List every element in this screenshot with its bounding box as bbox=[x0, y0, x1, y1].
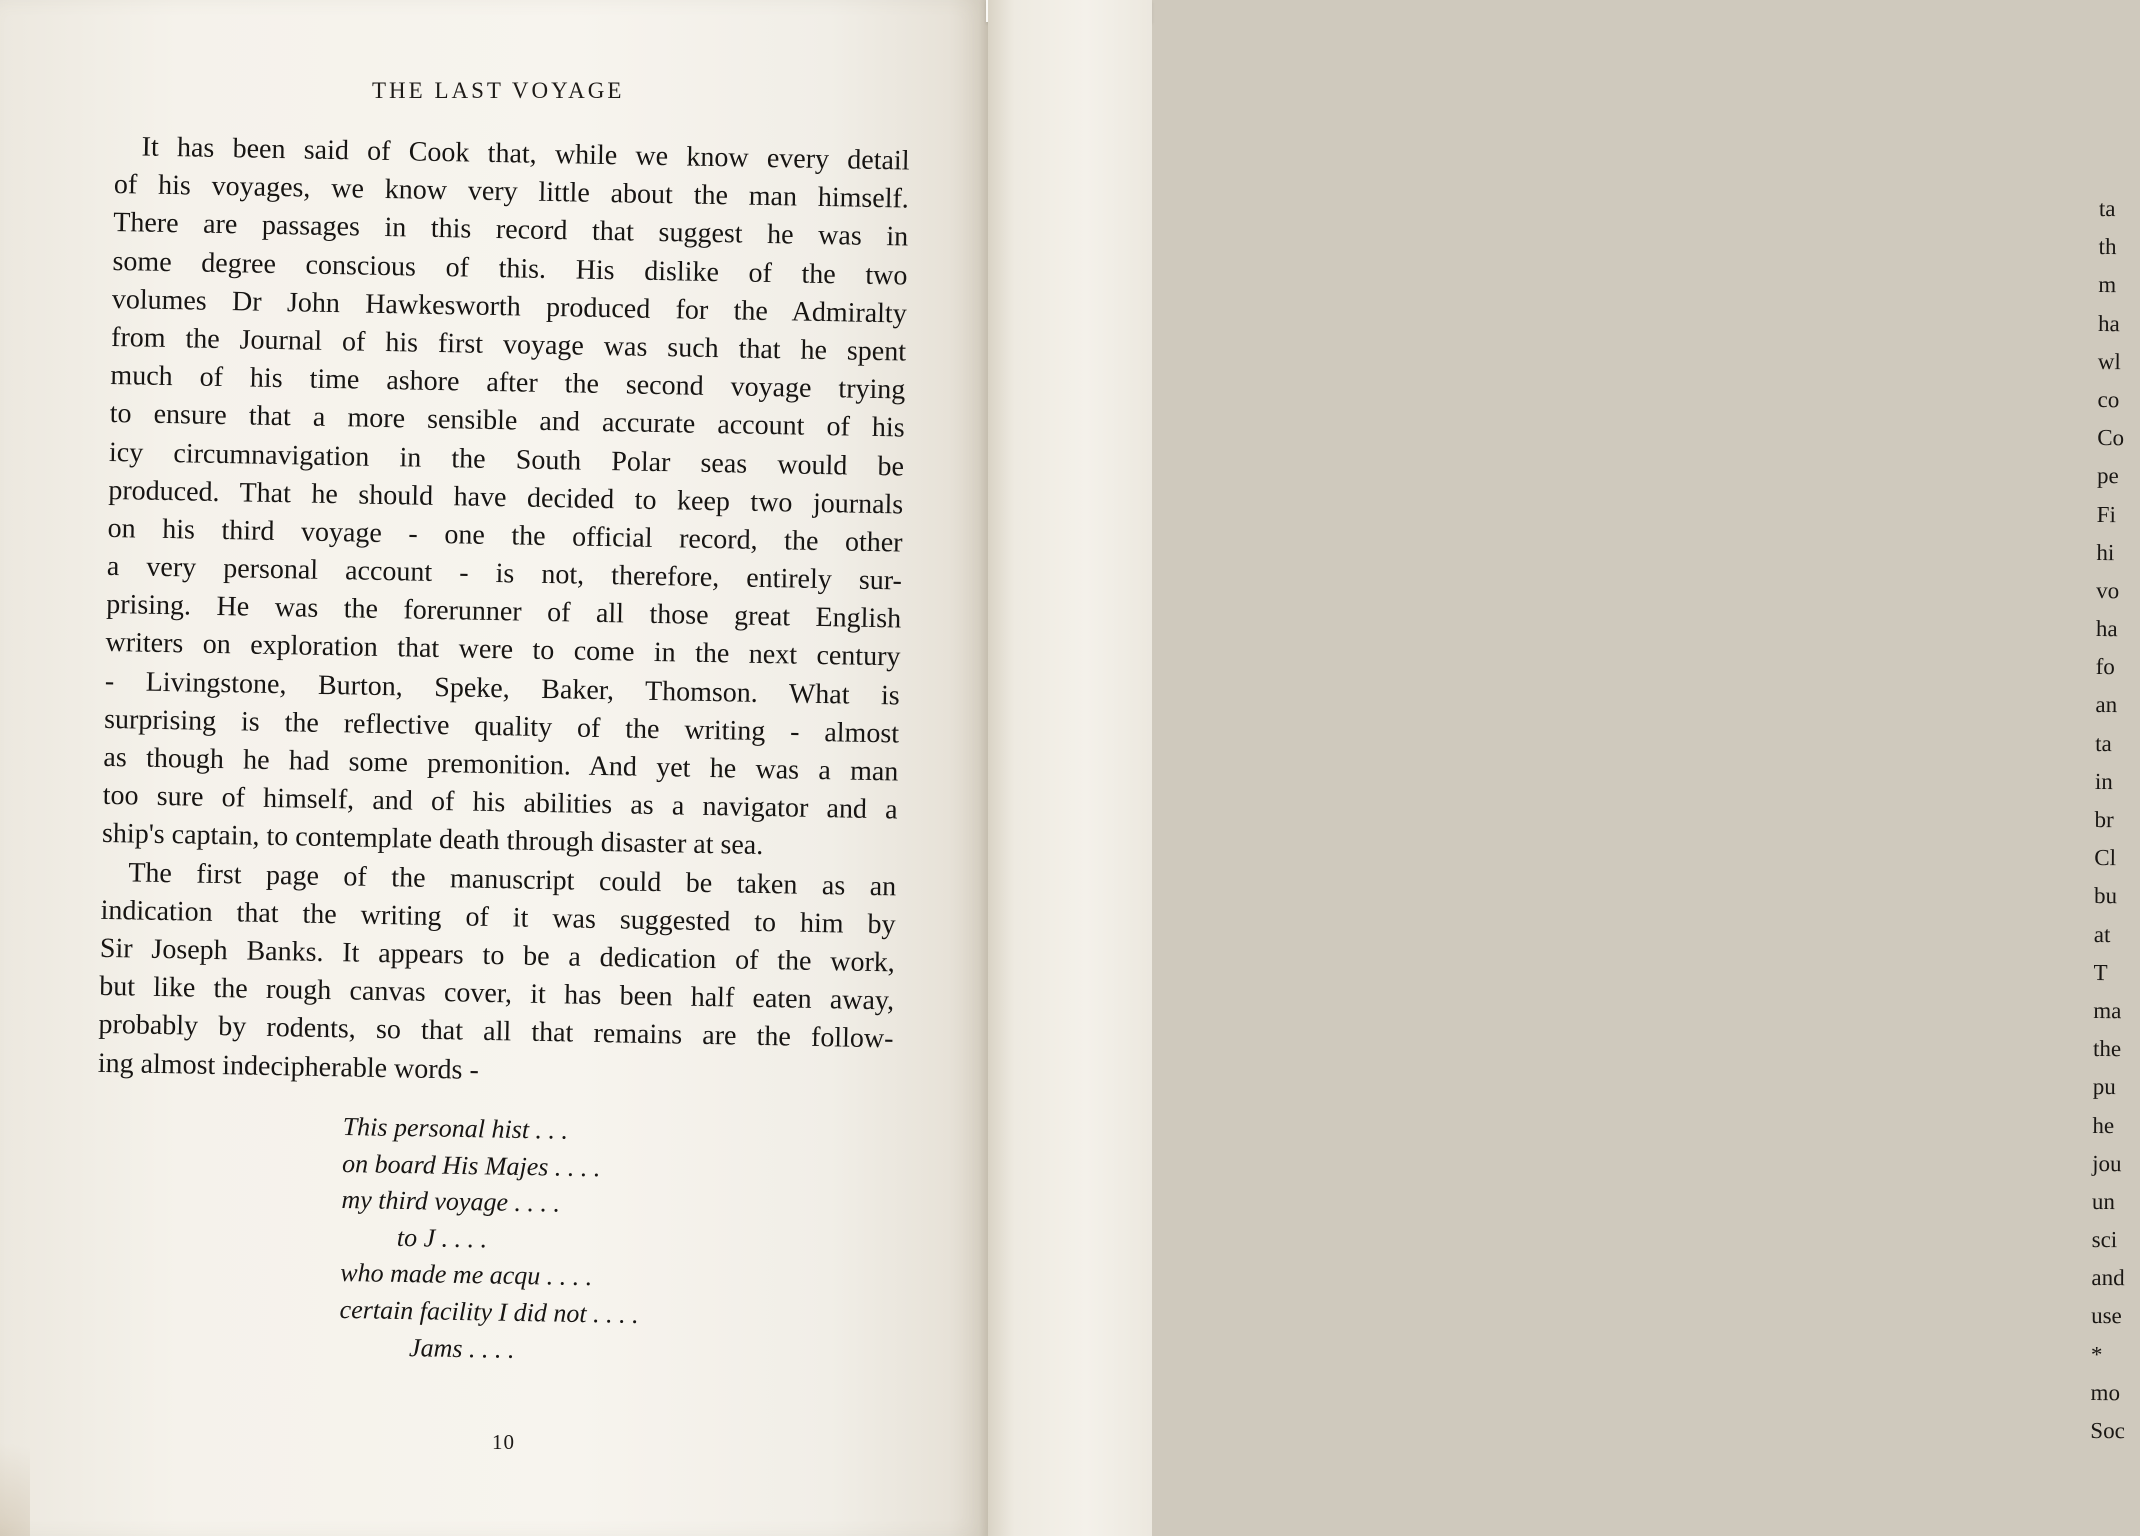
body-line: on his third voyage - one the official record, the other bbox=[107, 512, 903, 559]
body-line: as though he had some premonition. And yet he was a man bbox=[103, 741, 899, 788]
body-line: probably by rodents, so that all that remains are the follow- bbox=[98, 1009, 894, 1055]
right-fragment: an bbox=[2095, 692, 2118, 718]
right-fragment: ha bbox=[2097, 310, 2120, 336]
body-line: produced. That he should have decided to keep two journals bbox=[108, 474, 904, 521]
right-page-text-fragments bbox=[2090, 190, 2140, 1450]
right-fragment: pe bbox=[2096, 463, 2119, 489]
body-line: Sir Joseph Banks. It appears to be a dedication of the work, bbox=[99, 932, 896, 979]
running-head: THE LAST VOYAGE bbox=[372, 78, 625, 103]
body-line: much of his time ashore after the second voyage trying bbox=[110, 360, 906, 406]
dedication-line: to J . . . . bbox=[396, 1222, 488, 1254]
page-number: 10 bbox=[492, 1430, 515, 1454]
right-fragment: un bbox=[2091, 1188, 2116, 1215]
body-line: There are passages in this record that suggest he was in bbox=[112, 207, 909, 253]
dedication-line: my third voyage . . . . bbox=[341, 1185, 561, 1218]
page-shadow bbox=[0, 1406, 30, 1536]
right-fragment: Fi bbox=[2096, 501, 2117, 527]
dedication-line: This personal hist . . . bbox=[342, 1111, 569, 1145]
right-fragment: ta bbox=[2095, 730, 2112, 756]
body-line: writers on exploration that were to come in the next century bbox=[105, 627, 901, 673]
body-line: from the Journal of his first voyage was such that he spent bbox=[110, 321, 907, 368]
right-fragment: hi bbox=[2096, 539, 2115, 565]
body-line: The first page of the manuscript could be taken as an bbox=[128, 856, 897, 903]
body-line: ship's captain, to contemplate death through disaster at sea. bbox=[101, 818, 764, 862]
right-fragment: pu bbox=[2092, 1074, 2116, 1100]
right-fragment: sci bbox=[2091, 1227, 2118, 1253]
right-fragment: wl bbox=[2097, 348, 2121, 374]
right-fragment: fo bbox=[2095, 654, 2115, 680]
body-line: a very personal account - is not, therefore, entirely sur- bbox=[106, 550, 903, 597]
right-fragment: ma bbox=[2093, 997, 2122, 1024]
right-fragment: ta bbox=[2098, 195, 2116, 222]
right-fragment: at bbox=[2093, 921, 2111, 947]
right-fragment: * bbox=[2090, 1341, 2103, 1367]
right-fragment: and bbox=[2091, 1265, 2125, 1291]
body-line: indication that the writing of it was suggested to him by bbox=[100, 894, 896, 941]
right-fragment: br bbox=[2094, 806, 2114, 833]
body-line: ing almost indecipherable words - bbox=[97, 1047, 480, 1086]
right-fragment: jou bbox=[2092, 1150, 2122, 1176]
dedication-line: certain facility I did not . . . . bbox=[339, 1294, 639, 1329]
right-fragment: ha bbox=[2095, 616, 2118, 642]
right-fragment: vo bbox=[2096, 577, 2120, 604]
right-fragment: co bbox=[2097, 386, 2120, 413]
body-line: to ensure that a more sensible and accurate account of his bbox=[109, 398, 905, 444]
body-line: - Livingstone, Burton, Speke, Baker, Thomson. What is bbox=[104, 665, 901, 712]
dedication-fragment bbox=[339, 1109, 713, 1371]
body-line: too sure of himself, and of his abilities as a navigator and a bbox=[102, 780, 898, 826]
right-fragment: Soc bbox=[2090, 1417, 2125, 1444]
right-fragment: bu bbox=[2093, 883, 2118, 909]
dedication-line: on board His Majes . . . . bbox=[341, 1148, 601, 1182]
body-line: surprising is the reflective quality of the writing - almost bbox=[103, 703, 900, 750]
right-fragment: he bbox=[2092, 1112, 2115, 1138]
body-line: prising. He was the forerunner of all those great English bbox=[105, 589, 902, 635]
right-fragment: th bbox=[2098, 234, 2117, 260]
right-fragment: mo bbox=[2090, 1379, 2121, 1405]
right-page-edge bbox=[988, 0, 2125, 1536]
body-line: some degree conscious of this. His dislike of the two bbox=[112, 245, 908, 292]
left-page bbox=[0, 0, 988, 1536]
right-fragment: use bbox=[2091, 1303, 2122, 1329]
body-line: of his voyages, we know very little about the man himself. bbox=[113, 169, 910, 215]
right-fragment: T bbox=[2093, 959, 2108, 985]
dedication-line: Jams . . . . bbox=[408, 1332, 515, 1364]
dedication-line: who made me acqu . . . . bbox=[340, 1258, 593, 1292]
right-fragment: Co bbox=[2097, 425, 2125, 451]
body-line: icy circumnavigation in the South Polar seas would be bbox=[108, 436, 905, 483]
body-text bbox=[98, 128, 910, 1097]
body-line: volumes Dr John Hawkesworth produced for the Admiralty bbox=[111, 283, 908, 330]
right-fragment: m bbox=[2098, 272, 2117, 298]
body-line: It has been said of Cook that, while we know every detail bbox=[141, 131, 910, 177]
right-fragment: the bbox=[2092, 1036, 2122, 1062]
right-fragment: Cl bbox=[2094, 845, 2117, 871]
body-line: but like the rough canvas cover, it has been half eaten away, bbox=[98, 970, 895, 1017]
right-fragment: in bbox=[2094, 768, 2113, 794]
